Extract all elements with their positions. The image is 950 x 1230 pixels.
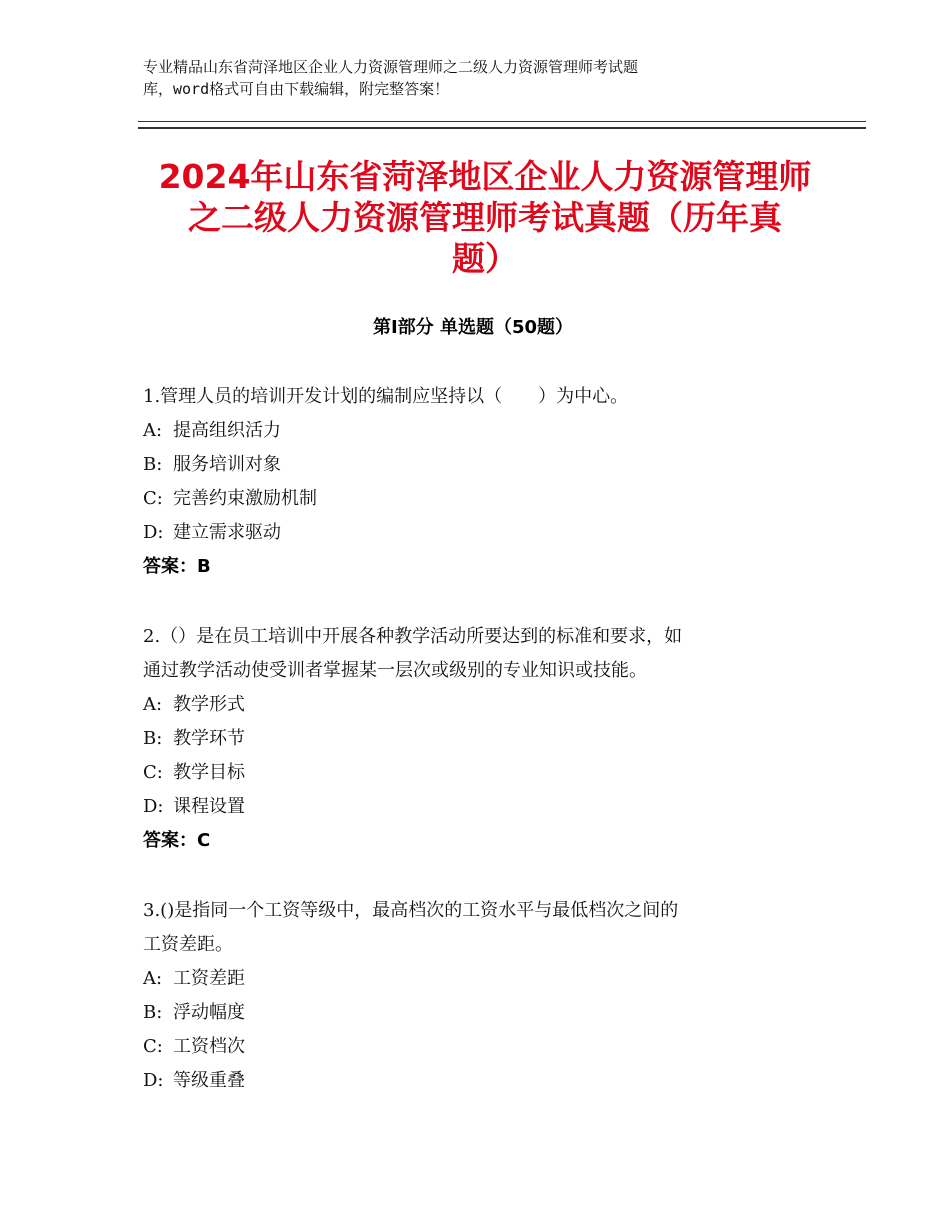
option-text: 浮动幅度 <box>173 1002 245 1023</box>
option-key: C: <box>143 762 163 783</box>
option-b <box>143 722 803 756</box>
document-title-line-3: 题） <box>452 239 518 278</box>
document-title-line-2: 之二级人力资源管理师考试真题（历年真 <box>188 198 782 237</box>
header-note-line-2: 库，word格式可自由下载编辑，附完整答案！ <box>143 80 450 98</box>
question-stem: 2.（）是在员工培训中开展各种教学活动所要达到的标准和要求，如 <box>143 626 683 647</box>
option-text: 服务培训对象 <box>173 454 281 475</box>
header-divider <box>138 121 866 129</box>
option-d <box>143 1064 803 1098</box>
question-2 <box>143 620 803 858</box>
option-key: A: <box>143 694 163 715</box>
answer-line: 答案：B <box>143 556 211 577</box>
option-text: 教学形式 <box>173 694 245 715</box>
option-text: 工资差距 <box>173 968 245 989</box>
question-stem-continued: 通过教学活动使受训者掌握某一层次或级别的专业知识或技能。 <box>143 660 647 681</box>
option-text: 课程设置 <box>173 796 245 817</box>
option-key: D: <box>143 796 164 817</box>
option-key: C: <box>143 1036 163 1057</box>
document-title-line-1: 2024年山东省菏泽地区企业人力资源管理师 <box>158 157 812 196</box>
option-key: B: <box>143 454 163 475</box>
option-d <box>143 790 803 824</box>
option-text: 工资档次 <box>173 1036 245 1057</box>
answer-line: 答案：C <box>143 830 211 851</box>
option-key: B: <box>143 728 163 749</box>
document-title <box>130 156 840 279</box>
option-text: 完善约束激励机制 <box>173 488 317 509</box>
question-stem-continued: 工资差距。 <box>143 934 233 955</box>
question-1 <box>143 380 803 584</box>
option-key: A: <box>143 968 163 989</box>
question-stem: 1.管理人员的培训开发计划的编制应坚持以（ ）为中心。 <box>143 386 629 407</box>
option-b <box>143 996 803 1030</box>
option-text: 等级重叠 <box>173 1070 245 1091</box>
option-c <box>143 756 803 790</box>
option-c <box>143 482 803 516</box>
option-b <box>143 448 803 482</box>
question-list <box>143 380 803 1134</box>
option-text: 提高组织活力 <box>173 420 281 441</box>
option-key: D: <box>143 1070 164 1091</box>
section-title: 第Ⅰ部分 单选题（50题） <box>372 317 573 338</box>
header-note <box>143 56 803 100</box>
header-note-line-1: 专业精品山东省菏泽地区企业人力资源管理师之二级人力资源管理师考试题 <box>143 58 639 76</box>
option-text: 建立需求驱动 <box>173 522 281 543</box>
question-3 <box>143 894 803 1098</box>
option-text: 教学目标 <box>173 762 245 783</box>
option-c <box>143 1030 803 1064</box>
option-d <box>143 516 803 550</box>
option-text: 教学环节 <box>173 728 245 749</box>
option-key: C: <box>143 488 163 509</box>
option-a <box>143 414 803 448</box>
question-stem: 3.()是指同一个工资等级中，最高档次的工资水平与最低档次之间的 <box>143 900 679 921</box>
option-key: D: <box>143 522 164 543</box>
option-a <box>143 688 803 722</box>
option-a <box>143 962 803 996</box>
option-key: A: <box>143 420 163 441</box>
option-key: B: <box>143 1002 163 1023</box>
